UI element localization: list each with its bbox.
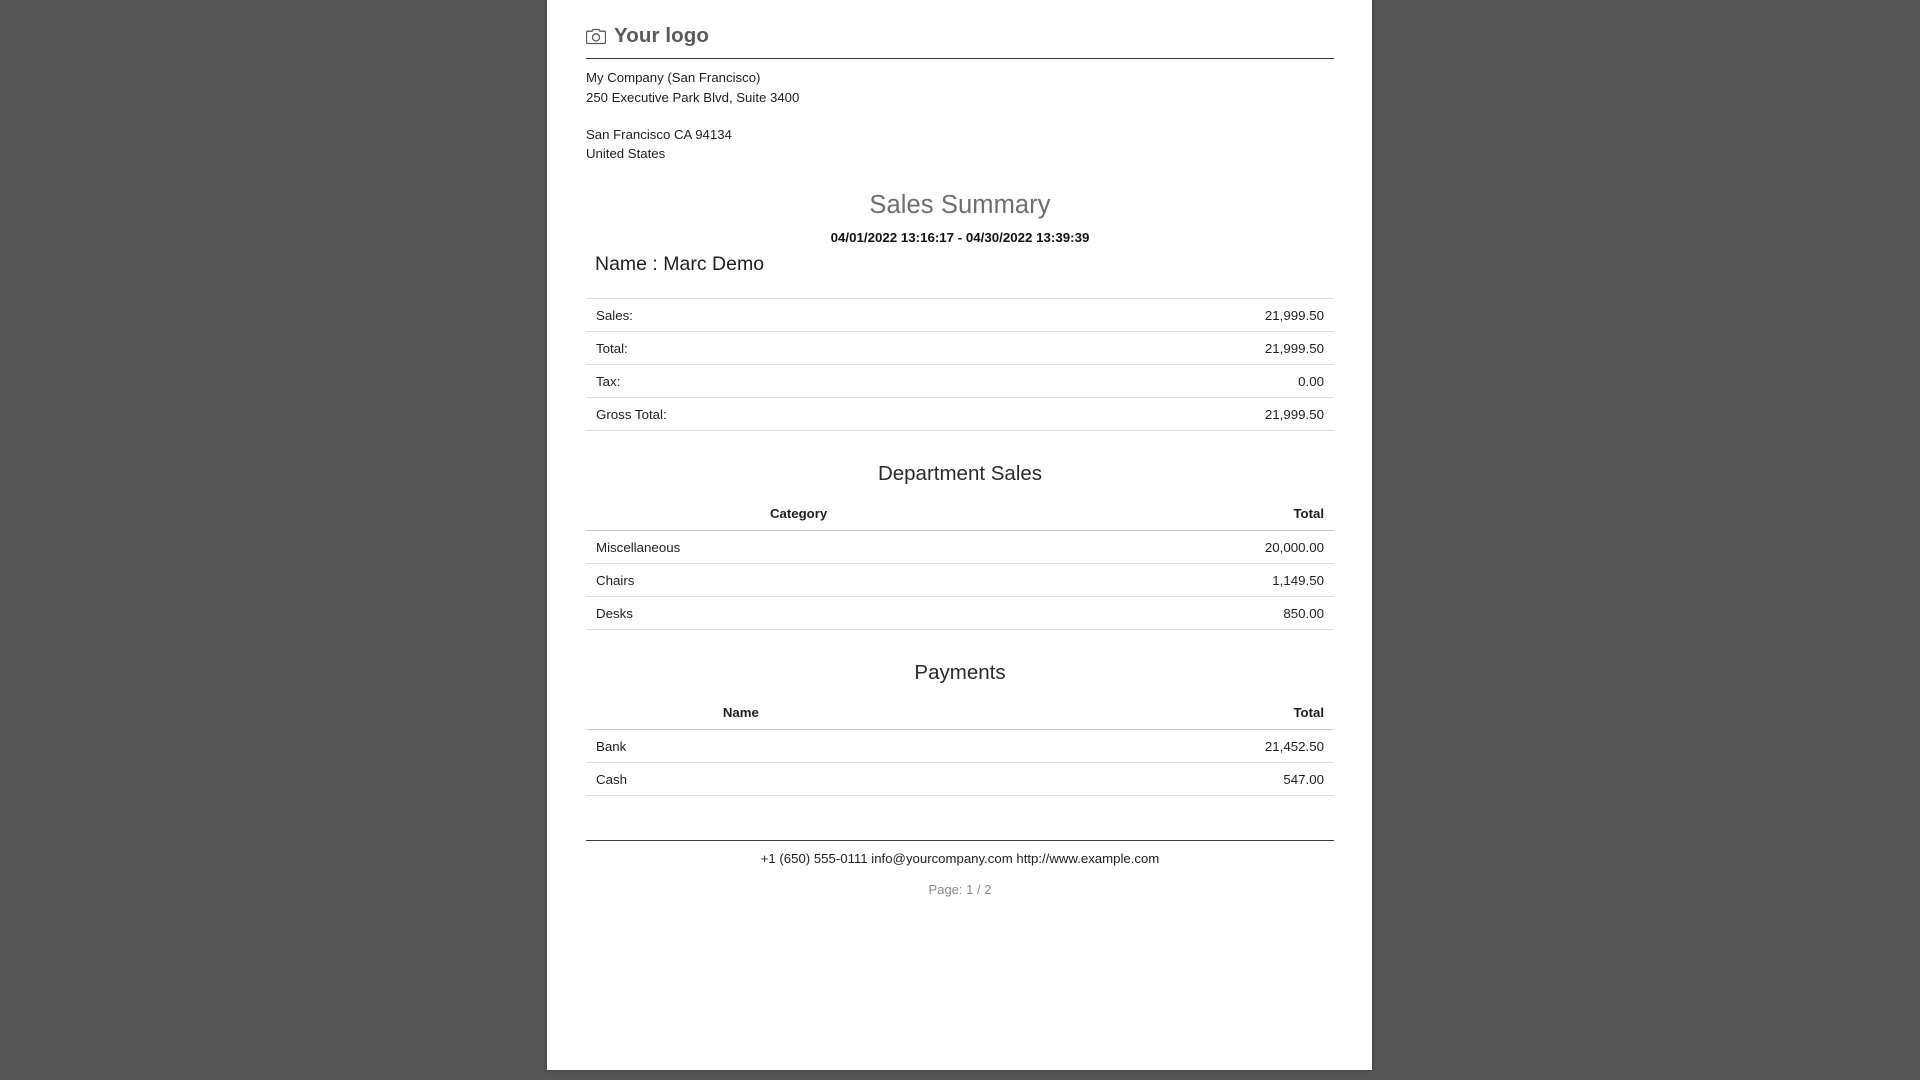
column-header-total: Total (896, 696, 1334, 730)
table-row (586, 531, 1334, 564)
table-header-row (586, 696, 1334, 730)
table-row (586, 398, 1334, 431)
category-cell: Miscellaneous (586, 531, 1011, 564)
table-row (586, 597, 1334, 630)
payment-name-cell: Bank (586, 730, 896, 763)
address-blank-line (586, 108, 1334, 125)
summary-section (586, 276, 1334, 431)
category-cell: Chairs (586, 564, 1011, 597)
summary-value: 21,999.50 (985, 299, 1334, 332)
footer-contact: +1 (650) 555-0111 info@yourcompany.com http://www.example.com (760, 851, 1160, 867)
column-header-total: Total (1011, 497, 1334, 531)
table-row (586, 564, 1334, 597)
summary-label: Tax: (586, 365, 985, 398)
table-row (586, 299, 1334, 332)
total-cell: 1,149.50 (1011, 564, 1334, 597)
payment-name-cell: Cash (586, 763, 896, 796)
date-range: 04/01/2022 13:16:17 - 04/30/2022 13:39:39 (830, 230, 1090, 246)
summary-label: Gross Total: (586, 398, 985, 431)
table-row (586, 365, 1334, 398)
department-sales-table (586, 497, 1334, 630)
department-sales-title: Department Sales (877, 462, 1043, 486)
column-header-category: Category (586, 497, 1011, 531)
address-line: San Francisco CA 94134 (586, 126, 732, 142)
table-row (586, 730, 1334, 763)
payments-title: Payments (914, 661, 1006, 685)
summary-value: 0.00 (985, 365, 1334, 398)
table-header-row (586, 497, 1334, 531)
logo-text: Your logo (614, 24, 710, 47)
footer-page-number: Page: 1 / 2 (928, 882, 992, 898)
logo-row (586, 0, 1334, 58)
company-address (586, 59, 1334, 164)
category-cell: Desks (586, 597, 1011, 630)
page-title: Sales Summary (869, 191, 1051, 220)
total-cell: 850.00 (1011, 597, 1334, 630)
total-cell: 20,000.00 (1011, 531, 1334, 564)
payment-total-cell: 547.00 (896, 763, 1334, 796)
summary-table (586, 298, 1334, 431)
summary-label: Total: (586, 332, 985, 365)
table-row (586, 332, 1334, 365)
summary-value: 21,999.50 (985, 398, 1334, 431)
table-row (586, 763, 1334, 796)
camera-icon (586, 28, 606, 45)
payment-total-cell: 21,452.50 (896, 730, 1334, 763)
payments-table (586, 696, 1334, 796)
summary-value: 21,999.50 (985, 332, 1334, 365)
summary-label: Sales: (586, 299, 985, 332)
document-page (547, 0, 1372, 1070)
column-header-name: Name (586, 696, 896, 730)
address-line: United States (586, 146, 666, 162)
address-line: My Company (San Francisco) (586, 70, 761, 85)
salesperson-name: Name : Marc Demo (595, 253, 765, 276)
address-line: 250 Executive Park Blvd, Suite 3400 (586, 89, 800, 105)
